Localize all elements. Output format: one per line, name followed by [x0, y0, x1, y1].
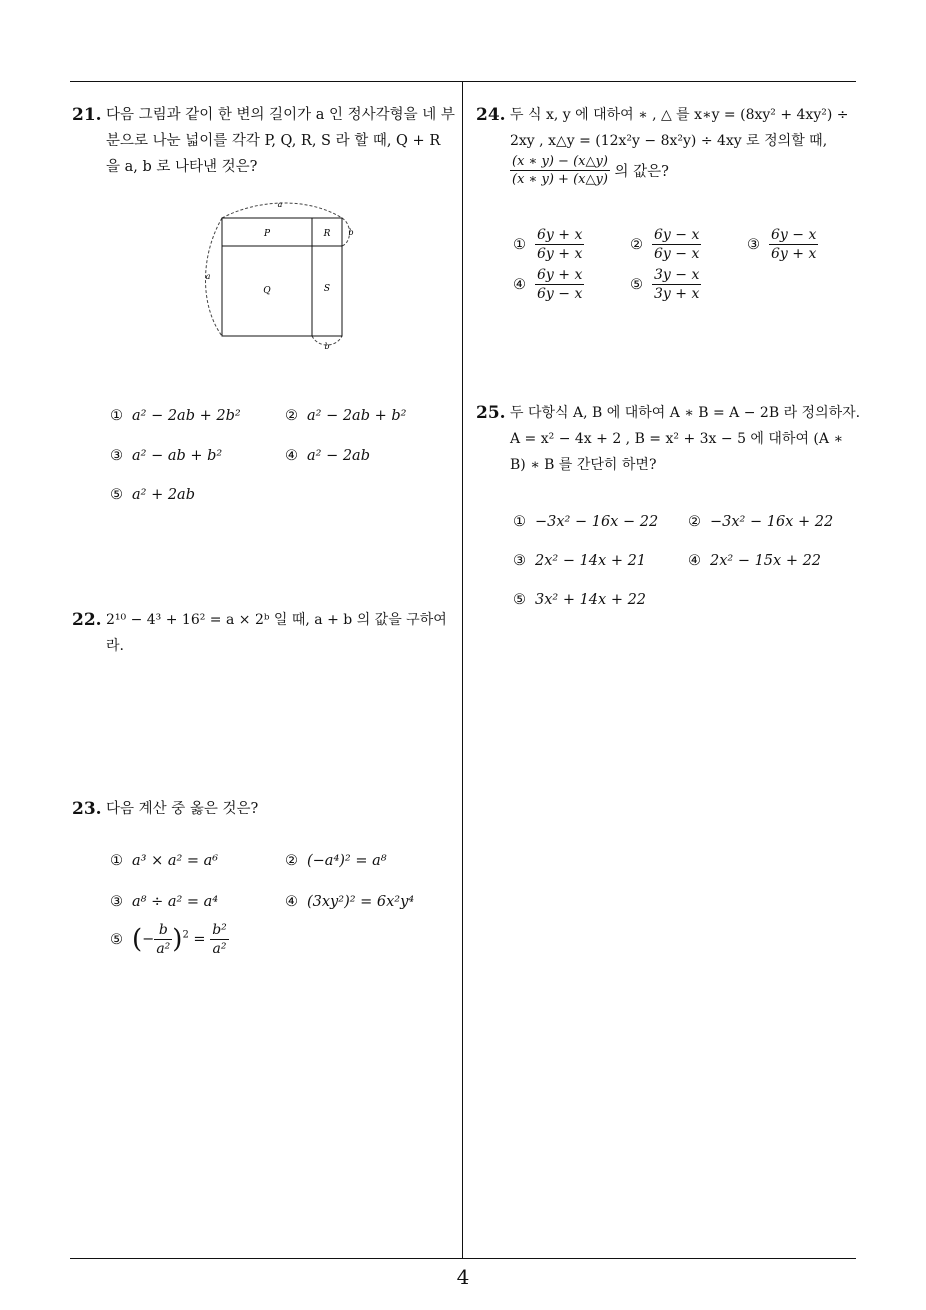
question-22 [72, 607, 457, 659]
q21-option-4[interactable]: ④ a² − 2ab [285, 448, 370, 464]
q24-option-2[interactable]: ② $\frac{6y - x}{6y - x}$ [630, 227, 700, 262]
region-s: S [323, 284, 331, 294]
question-line-2: 2xy , x△y = (12x²y − 8x²y) ÷ 4xy 로 정의할 때, [510, 133, 828, 149]
q24-option-3[interactable]: ③ $\frac{6y - x}{6y + x}$ [747, 227, 817, 262]
q23-option-5[interactable]: ⑤ (− $\frac{b}{\text{a²}}$ )$^2$ = $\frac{\text{b²}}{\text{a²}}$ [110, 922, 227, 957]
q23-option-4[interactable]: ④ (3xy²)² = 6x²y⁴ [285, 894, 415, 910]
question-23 [72, 796, 457, 822]
q24-option-1[interactable]: ① $\frac{6y + x}{6y + x}$ [513, 227, 583, 262]
question-line-1: 두 식 x, y 에 대하여 ∗ , △ 를 x∗y = (8xy² + 4xy²) ÷ [510, 107, 849, 123]
question-21 [72, 102, 457, 180]
question-number: 24. [476, 105, 506, 125]
question-24 [476, 102, 861, 187]
q21-option-5[interactable]: ⑤ a² + 2ab [110, 487, 195, 503]
question-text: 2¹⁰ − 4³ + 16² = a × 2ᵇ 일 때, a + b 의 값을 구하여라. [106, 612, 447, 654]
page-number: 4 [456, 1265, 470, 1289]
q25-option-5[interactable]: ⑤ 3x² + 14x + 22 [513, 592, 647, 608]
question-number: 25. [476, 403, 506, 423]
bottom-rule [70, 1258, 856, 1259]
question-number: 21. [72, 105, 102, 125]
question-25 [476, 400, 861, 478]
q24-option-5[interactable]: ⑤ $\frac{3y - x}{3y + x}$ [630, 267, 700, 302]
region-p: P [263, 229, 271, 239]
column-divider [462, 82, 463, 1258]
q23-option-3[interactable]: ③ a⁸ ÷ a² = a⁴ [110, 894, 219, 910]
region-r: R [323, 229, 331, 239]
q24-option-4[interactable]: ④ $\frac{6y + x}{6y - x}$ [513, 267, 583, 302]
label-right-b: b [348, 228, 354, 237]
question-number: 23. [72, 799, 102, 819]
question-text: 다음 그림과 같이 한 변의 길이가 a 인 정사각형을 네 부분으로 나눈 넓이를 각각 P, Q, R, S 라 할 때, Q + R 을 a, b 로 나타낸 것은? [106, 107, 455, 175]
question-text: 두 다항식 A, B 에 대하여 A ∗ B = A − 2B 라 정의하자. A = x² − 4x + 2 , B = x² + 3x − 5 에 대하여 (A ∗ B) ∗ B 를 간단히 하면? [510, 405, 861, 473]
q21-option-3[interactable]: ③ a² − ab + b² [110, 448, 223, 464]
question-line-3: $\frac{(x ∗ y) - (x\triangle y)}{(x ∗ y) + (x\triangle y)}$ 의 값은? [512, 154, 669, 187]
q23-option-2[interactable]: ② (−a⁴)² = a⁸ [285, 853, 387, 869]
q25-option-2[interactable]: ② −3x² − 16x + 22 [688, 514, 834, 530]
q23-option-1[interactable]: ① a³ × a² = a⁶ [110, 853, 219, 869]
region-q: Q [263, 286, 271, 296]
q21-option-2[interactable]: ② a² − 2ab + b² [285, 408, 407, 424]
square-diagram [200, 196, 370, 356]
label-bottom-b: b [324, 342, 330, 351]
question-number: 22. [72, 610, 102, 630]
label-left-a: a [205, 272, 211, 281]
question-text: 다음 계산 중 옳은 것은? [106, 801, 259, 817]
q21-option-1[interactable]: ① a² − 2ab + 2b² [110, 408, 241, 424]
q25-option-1[interactable]: ① −3x² − 16x − 22 [513, 514, 659, 530]
top-rule [70, 81, 856, 82]
q25-option-3[interactable]: ③ 2x² − 14x + 21 [513, 553, 647, 569]
q25-option-4[interactable]: ④ 2x² − 15x + 22 [688, 553, 822, 569]
label-top-a: a [277, 200, 283, 209]
